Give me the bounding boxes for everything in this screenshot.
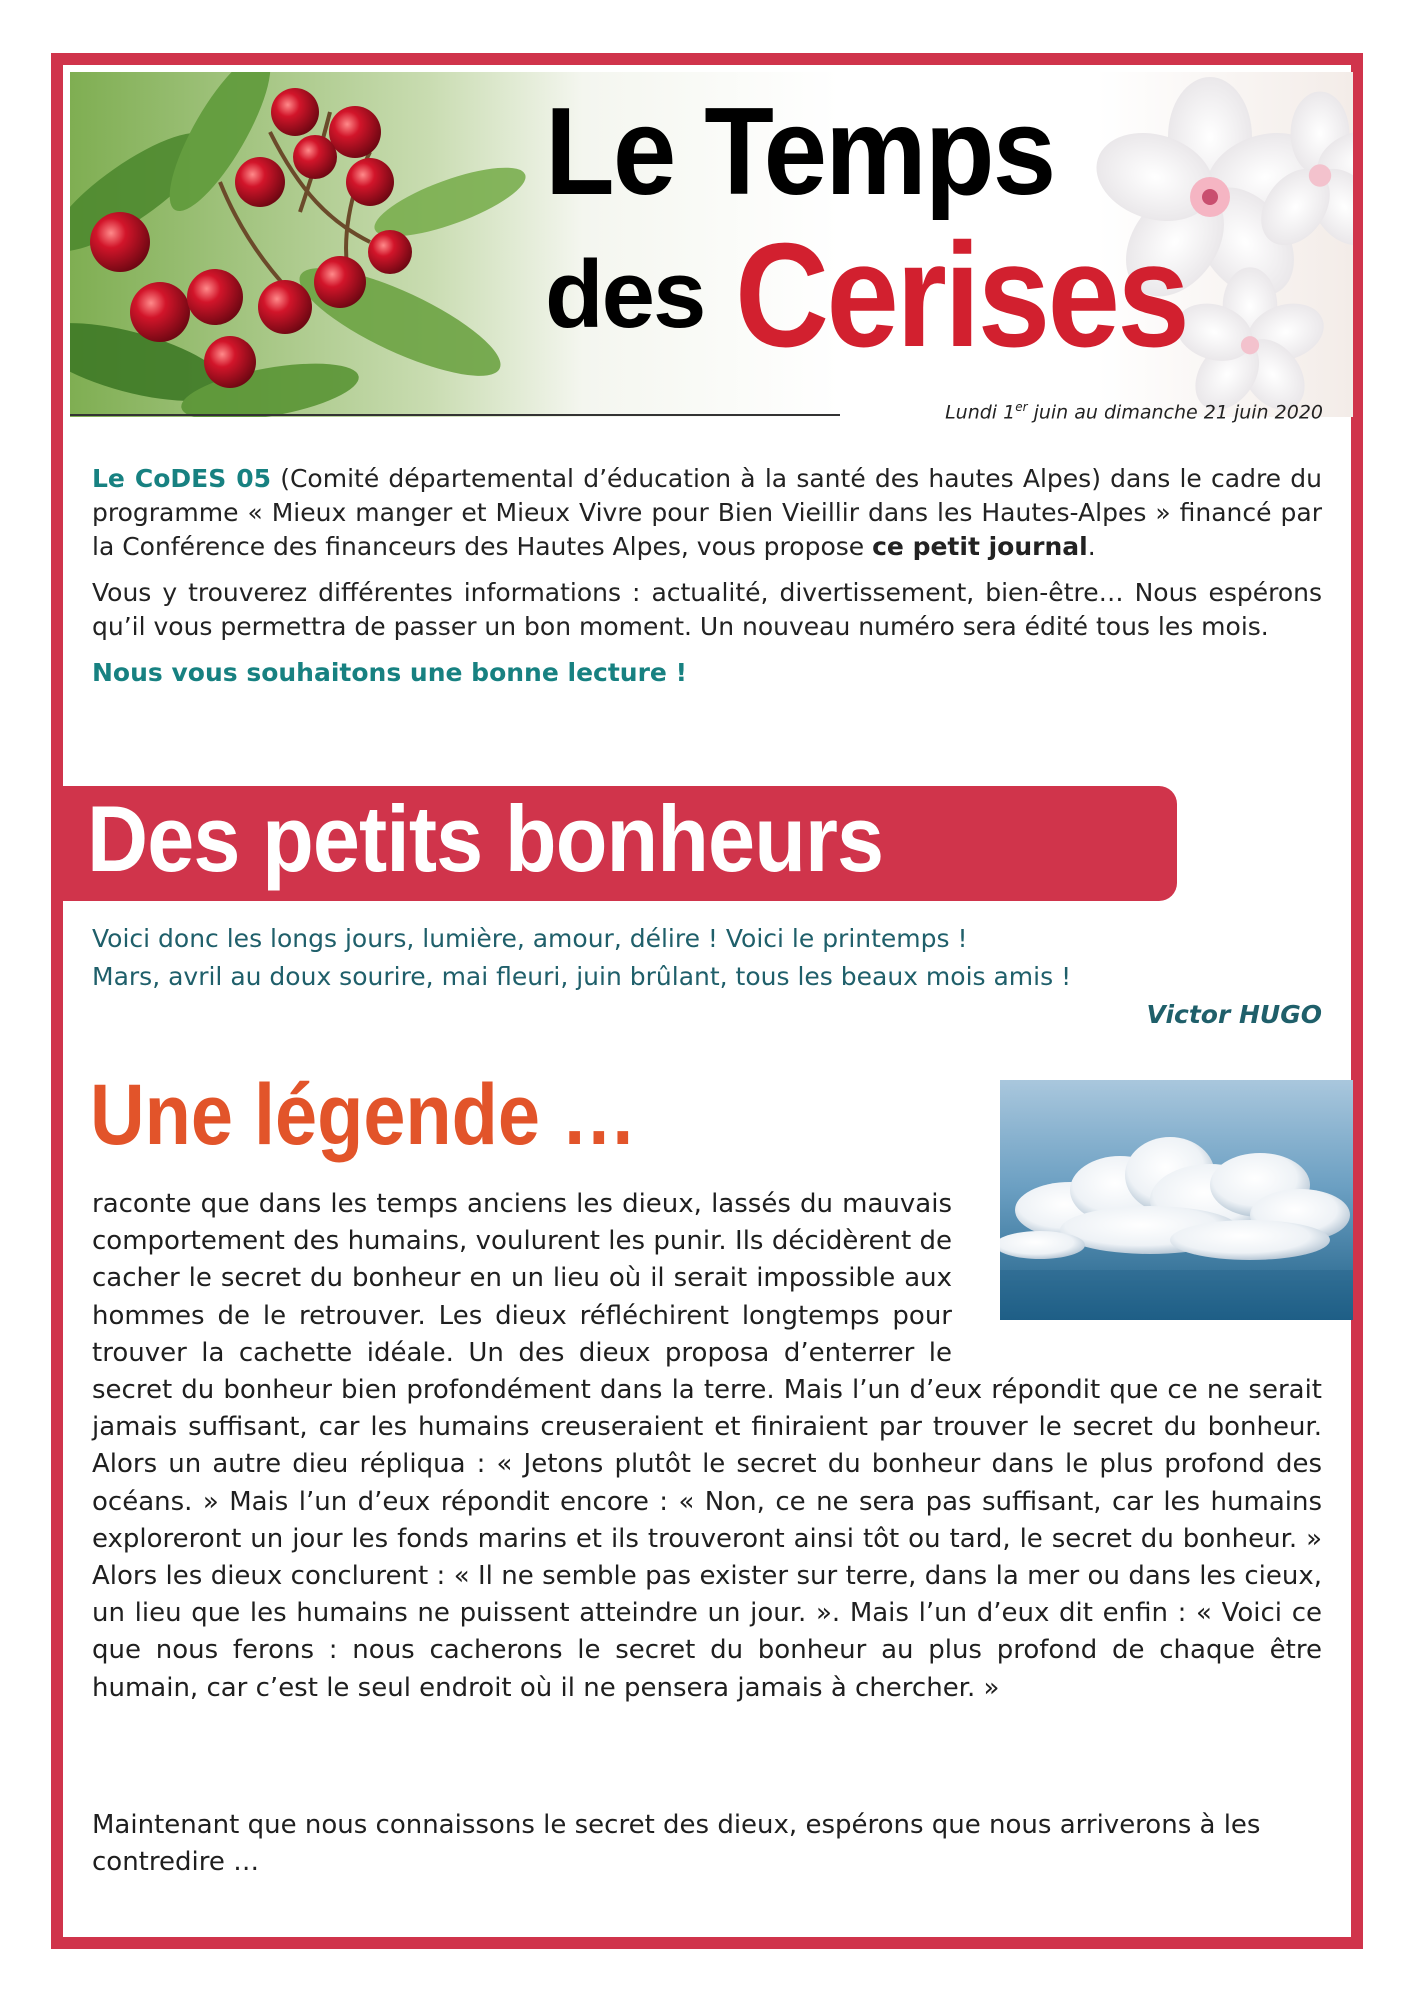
hugo-quote <box>92 920 1322 1029</box>
legend-text <box>92 1186 1322 1707</box>
intro-paragraph-1: Le CoDES 05 (Comité départemental d’éducation à la santé des hautes Alpes) dans le cadre du programme « Mieux manger et Mieux Vivre pour Bien Vieillir dans les Hautes-Alpes » financé par la Conférence des financeurs des Hautes Alpes, vous propose ce petit journal. <box>92 464 1322 561</box>
greeting: Nous vous souhaitons une bonne lecture ! <box>92 658 687 687</box>
issue-date: Lundi 1er juin au dimanche 21 juin 2020 <box>945 400 1323 424</box>
quote-line-2: Mars, avril au doux sourire, mai fleuri, juin brûlant, tous les beaux mois amis ! <box>92 962 1072 991</box>
legend-paragraph: raconte que dans les temps anciens les dieux, lassés du mauvais comportement des humains, voulurent les punir. Ils décidèrent de cacher le secret du bonheur en un lieu où il serait impossible aux hommes de le retrouver. Les dieux réfléchirent longtemps pour trouver la cachette idéale. Un des dieux proposa d’enterrer le secret du bonheur bien profondément dans la terre. Mais l’un d’eux répondit que ce ne serait jamais suffisant, car les humains creuseraient et finiraient par trouver le secret du bonheur. Alors un autre dieu répliqua : « Jetons plutôt le secret du bonheur dans le plus profond des océans. » Mais l’un d’eux répondit encore : « Non, ce ne sera pas suffisant, car les humains exploreront un jour les fonds marins et ils trouveront ainsi tôt ou tard, le secret du bonheur. » Alors les dieux conclurent : « Il ne semble pas exister sur terre, dans la mer ou dans les cieux, un lieu que les humains ne puissent atteindre un jour. ». Mais l’un d’eux dit enfin : « Voici ce que nous ferons : nous cacherons le secret du bonheur au plus profond de chaque être humain, car c’est le seul endroit où il ne pensera jamais à chercher. » <box>92 1189 1322 1703</box>
masthead <box>70 72 1353 417</box>
title-des: des <box>545 241 705 348</box>
image-wrap-space <box>952 1186 1322 1336</box>
header-divider <box>70 414 840 416</box>
legend-title: Une légende … <box>90 1067 637 1163</box>
title-le-temps: Le Temps <box>545 83 1055 221</box>
legend-closing: Maintenant que nous connaissons le secret des dieux, espérons que nous arriverons à les contredire … <box>92 1810 1261 1877</box>
org-label: Le CoDES 05 <box>92 464 271 493</box>
quote-author: Victor HUGO <box>1146 1000 1322 1029</box>
journal-label: ce petit journal <box>872 532 1088 561</box>
intro-section <box>92 462 1322 702</box>
section-banner <box>51 786 1177 901</box>
section-title: Des petits bonheurs <box>87 786 884 891</box>
intro-paragraph-2: Vous y trouverez différentes informations : actualité, divertissement, bien-être… Nous espérons qu’il vous permettra de passer un bon moment. Un nouveau numéro sera édité tous les mois. <box>92 578 1322 641</box>
title-cerises: Cerises <box>735 213 1188 378</box>
quote-line-1: Voici donc les longs jours, lumière, amour, délire ! Voici le printemps ! <box>92 924 968 953</box>
